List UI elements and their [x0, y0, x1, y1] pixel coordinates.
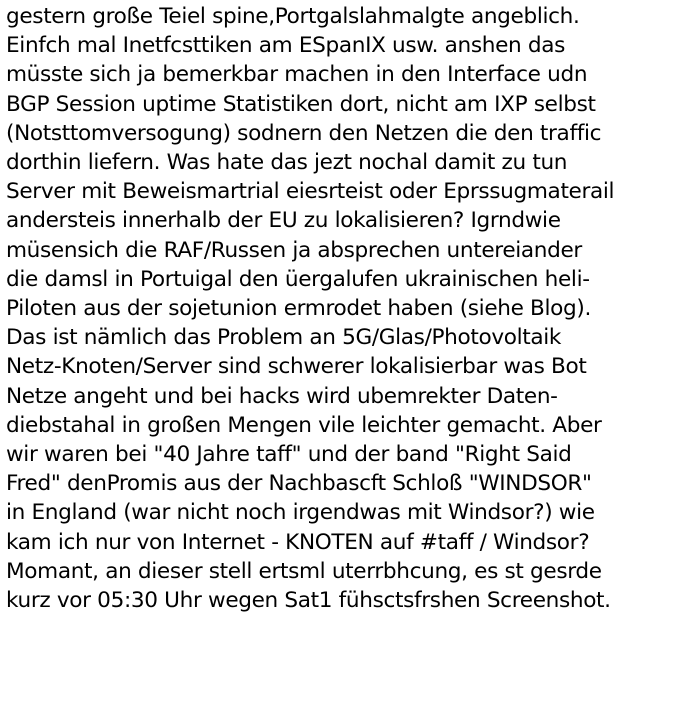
text-line-1: gestern große Teiel spine,Portgalslahmalgte angeblich. [6, 4, 580, 29]
text-line-7: Server mit Beweismartrial eiesrteist oder Eprssugmaterail [6, 179, 615, 205]
text-line-6: dorthin liefern. Was hate das jezt nochal damit zu tun [6, 150, 568, 176]
text-line-4: BGP Session uptime Statistiken dort, nicht am IXP selbst [6, 91, 596, 117]
text-line-11: Piloten aus der sojetunion ermrodet haben (siehe Blog). [6, 296, 591, 322]
text-line-15: diebstahal in großen Mengen vile leichter gemacht. Aber [6, 412, 602, 438]
text-line-18: in England (war nicht noch irgendwas mit Windsor?) wie [6, 500, 595, 526]
text-line-19: kam ich nur von Internet - KNOTEN auf #taff / Windsor? [6, 529, 590, 555]
text-line-8: andersteis innerhalb der EU zu lokalisieren? Igrndwie [6, 208, 561, 234]
text-line-3: müsste sich ja bemerkbar machen in den Interface udn [6, 62, 588, 88]
document-text [6, 2, 682, 615]
text-line-17: Fred" denPromis aus der Nachbascft Schloß "WINDSOR" [6, 471, 592, 497]
text-line-12: Das ist nämlich das Problem an 5G/Glas/Photovoltaik [6, 325, 562, 351]
text-line-16: wir waren bei "40 Jahre taff" und der band "Right Said [6, 442, 572, 468]
text-line-5: (Notsttomversogung) sodnern den Netzen die den traffic [6, 120, 602, 146]
text-line-21: kurz vor 05:30 Uhr wegen Sat1 fühsctsfrshen Screenshot. [6, 588, 611, 614]
text-line-10: die damsl in Portuigal den üergalufen ukrainischen heli- [6, 266, 590, 292]
text-line-20: Momant, an dieser stell ertsml uterrbhcung, es st gesrde [6, 558, 602, 584]
text-line-2: Einfch mal Inetfcsttiken am ESpanIX usw. anshen das [6, 33, 566, 59]
text-line-9: müsensich die RAF/Russen ja absprechen untereiander [6, 237, 582, 263]
text-line-14: Netze angeht und bei hacks wird ubemrekter Daten- [6, 383, 558, 409]
text-line-13: Netz-Knoten/Server sind schwerer lokalisierbar was Bot [6, 354, 587, 380]
